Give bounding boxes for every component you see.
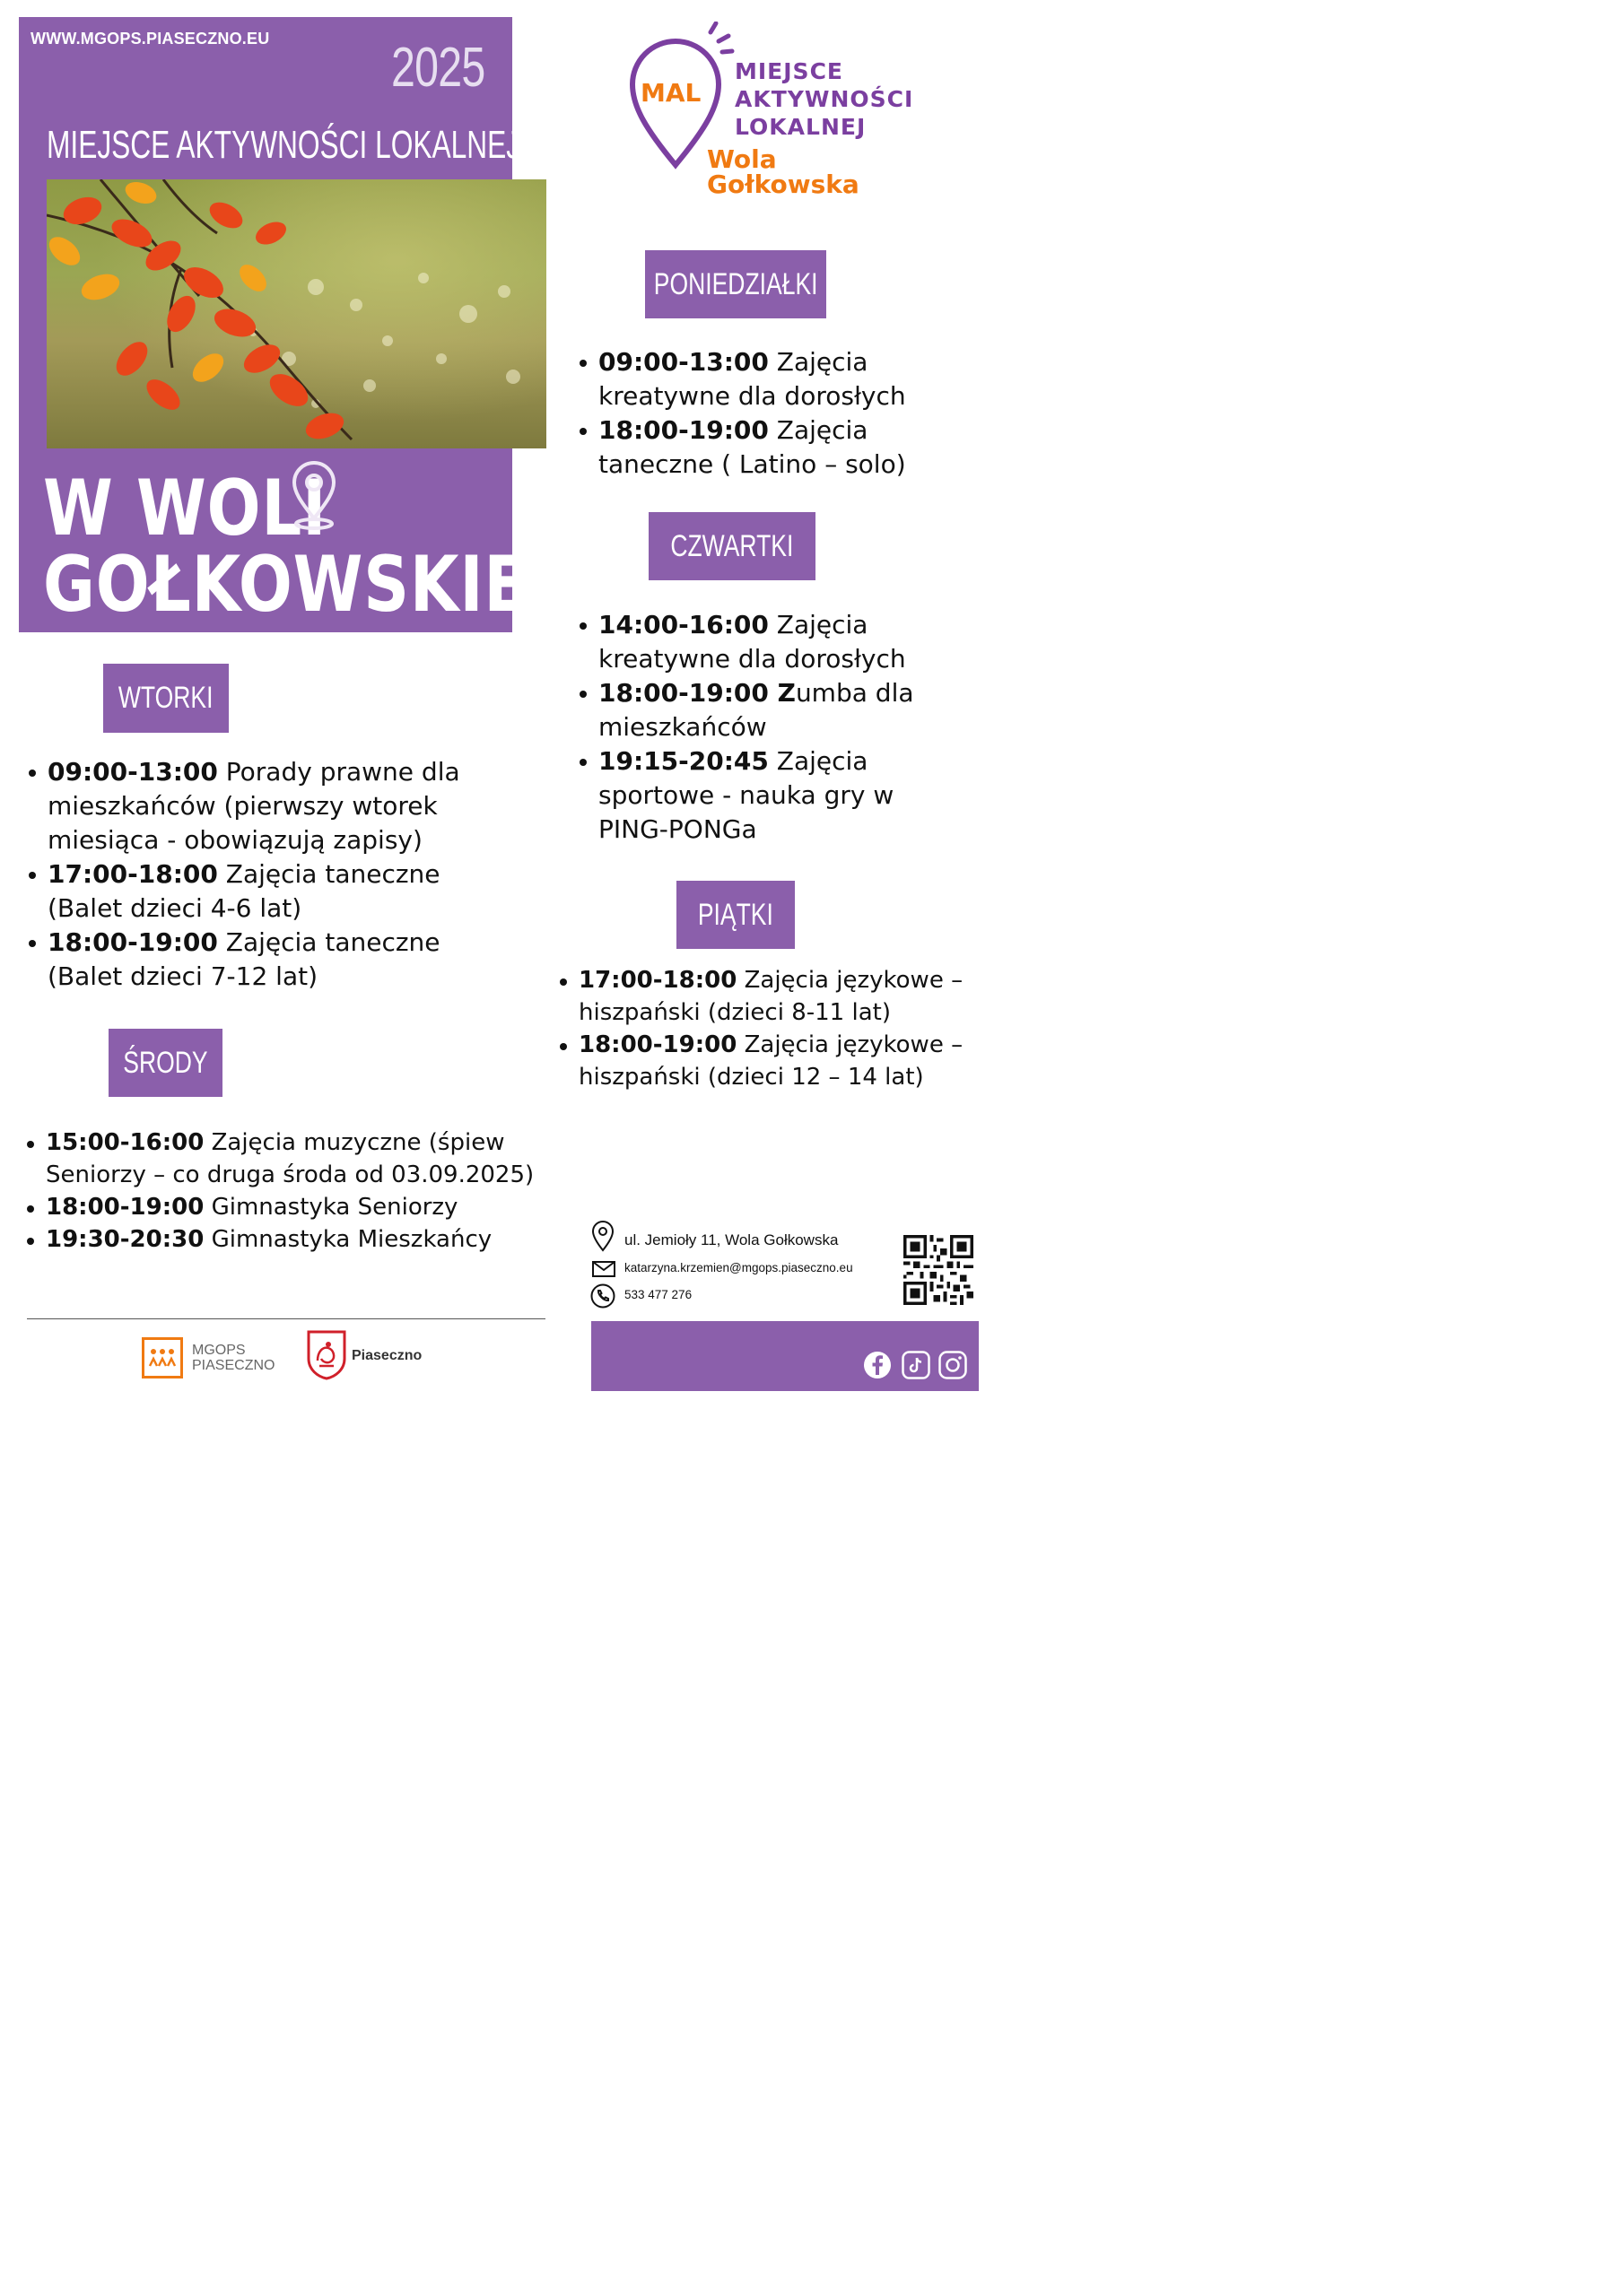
autumn-leaves-photo (47, 179, 546, 448)
website-url[interactable]: WWW.MGOPS.PIASECZNO.EU (31, 30, 270, 48)
hero-line-1: W WOLI (43, 464, 327, 553)
list-item: 18:00-19:00 Zajęcia taneczne ( Latino – solo) (578, 413, 955, 482)
email-link[interactable]: katarzyna.krzemien@mgops.piaseczno.eu (624, 1261, 853, 1274)
list-item: 17:00-18:00 Zajęcia językowe – hiszpański (dzieci 8-11 lat) (558, 964, 980, 1029)
friday-list (558, 964, 980, 1093)
day-monday-header: PONIEDZIAŁKI (645, 250, 826, 318)
list-item: 18:00-19:00 Zajęcia językowe – hiszpański (dzieci 12 – 14 lat) (558, 1029, 980, 1093)
list-item: 09:00-13:00 Zajęcia kreatywne dla dorosłych (578, 345, 955, 413)
day-thursday-header: CZWARTKI (649, 512, 815, 580)
list-item: 18:00-19:00 Gimnastyka Seniorzy (25, 1191, 563, 1223)
logo-place-2: Gołkowska (707, 170, 859, 199)
hero-line-2: GOŁKOWSKIEJ (43, 540, 553, 630)
list-item: 14:00-16:00 Zajęcia kreatywne dla dorosłych (578, 608, 955, 676)
hero-title: MIEJSCE AKTYWNOŚCI LOKALNEJ (47, 123, 521, 167)
address-text: ul. Jemioły 11, Wola Gołkowska (624, 1231, 839, 1248)
logo-line-1: MIEJSCE (735, 58, 843, 84)
piaseczno-coat-of-arms-icon (307, 1330, 346, 1384)
logo-line-2: AKTYWNOŚCI (735, 86, 914, 112)
day-friday-header: PIĄTKI (676, 881, 795, 949)
tuesday-list (27, 755, 493, 994)
mal-logo (628, 22, 933, 201)
phone-number[interactable]: 533 477 276 (624, 1288, 693, 1301)
location-pin-icon (289, 459, 339, 535)
list-item: 18:00-19:00 Zumba dla mieszkańców (578, 676, 955, 744)
divider (27, 1318, 545, 1319)
phone-icon (590, 1283, 615, 1312)
map-pin-icon (591, 1220, 615, 1257)
logo-badge: MAL (641, 78, 702, 108)
mgops-line-1: MGOPS (192, 1343, 246, 1358)
tiktok-icon[interactable] (902, 1351, 930, 1383)
list-item: 19:30-20:30 Gimnastyka Mieszkańcy (25, 1223, 563, 1256)
day-tuesday-header: WTORKI (103, 664, 229, 733)
instagram-icon[interactable] (938, 1351, 967, 1383)
email-icon (592, 1261, 615, 1281)
facebook-icon[interactable] (863, 1351, 892, 1383)
list-item: 19:15-20:45 Zajęcia sportowe - nauka gry w PING-PONGa (578, 744, 955, 847)
mgops-logo-icon (142, 1337, 183, 1382)
year-label: 2025 (391, 37, 485, 99)
piaseczno-label: Piaseczno (352, 1348, 423, 1363)
wednesday-list (25, 1126, 563, 1256)
list-item: 15:00-16:00 Zajęcia muzyczne (śpiew Seniorzy – co druga środa od 03.09.2025) (25, 1126, 563, 1191)
day-wednesday-header: ŚRODY (109, 1029, 222, 1097)
logo-place-1: Wola (707, 144, 777, 174)
thursday-list (578, 608, 955, 847)
mgops-line-2: PIASECZNO (192, 1358, 275, 1373)
monday-list (578, 345, 955, 482)
qr-code[interactable] (903, 1235, 973, 1309)
list-item: 17:00-18:00 Zajęcia taneczne (Balet dzieci 4-6 lat) (27, 857, 493, 926)
list-item: 18:00-19:00 Zajęcia taneczne (Balet dzieci 7-12 lat) (27, 926, 493, 994)
list-item: 09:00-13:00 Porady prawne dla mieszkańców (pierwszy wtorek miesiąca - obowiązują zapisy) (27, 755, 493, 857)
logo-line-3: LOKALNEJ (735, 114, 867, 140)
